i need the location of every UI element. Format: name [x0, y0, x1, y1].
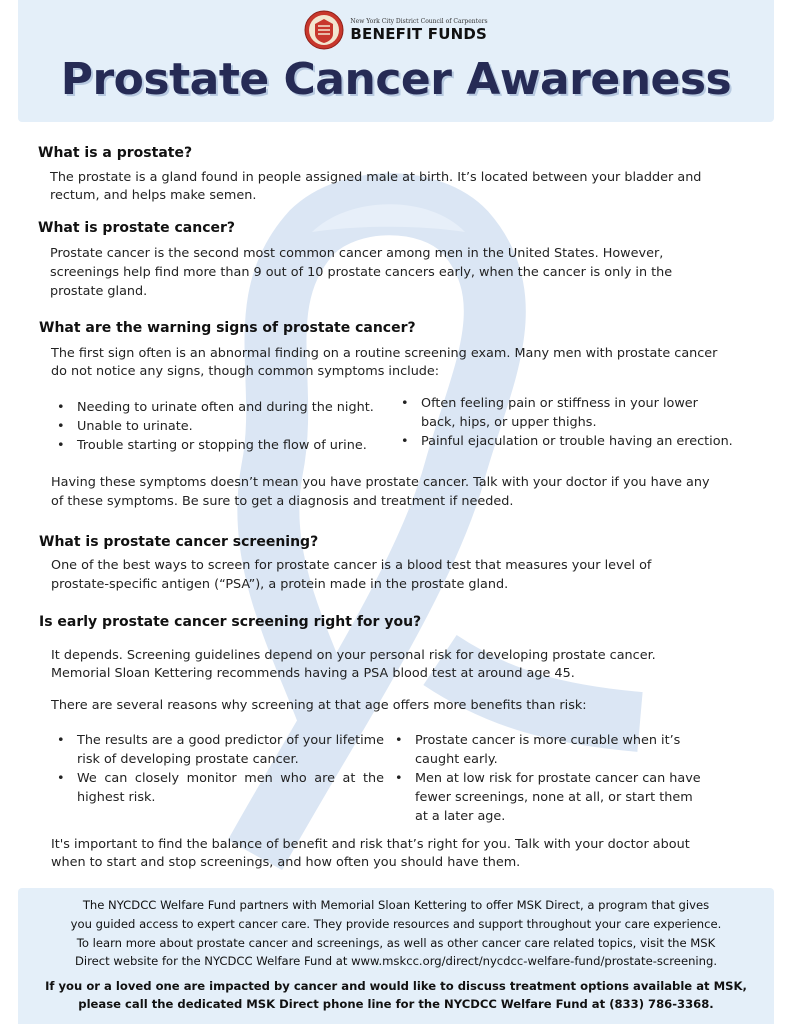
paragraph-line: Having these symptoms doesn’t mean you have prostate cancer. Talk with your doctor if you have any — [51, 475, 710, 490]
footer-line: To learn more about prostate cancer and screenings, as well as other cancer care related topics, visit the MSK — [76, 936, 716, 950]
symptom-list-left — [54, 398, 394, 455]
paragraph-line: prostate-specific antigen (“PSA”), a protein made in the prostate gland. — [51, 577, 509, 592]
heading-warning-signs: What are the warning signs of prostate cancer? — [39, 320, 416, 336]
paragraph-line: screenings help find more than 9 out of 10 prostate cancers early, when the cancer is only in the — [50, 265, 673, 280]
footer-callout-line: please call the dedicated MSK Direct phone line for the NYCDCC Welfare Fund at (833) 786-3368. — [78, 997, 714, 1011]
symptom-list-right — [398, 394, 754, 451]
paragraph-line: of these symptoms. Be sure to get a diagnosis and treatment if needed. — [51, 494, 514, 509]
list-item: • Trouble starting or stopping the flow of urine. — [54, 436, 394, 455]
paragraph-line: There are several reasons why screening at that age offers more benefits than risk: — [51, 698, 587, 713]
footer-line: The NYCDCC Welfare Fund partners with Memorial Sloan Kettering to offer MSK Direct, a program that gives — [82, 898, 710, 912]
footer-callout-line: If you or a loved one are impacted by cancer and would like to discuss treatment options available at MSK, — [45, 979, 747, 993]
footer-panel — [18, 888, 774, 1024]
paragraph-line: It's important to find the balance of benefit and risk that’s right for you. Talk with your doctor about — [51, 837, 690, 852]
paragraph-line: The first sign often is an abnormal finding on a routine screening exam. Many men with prostate cancer — [51, 346, 718, 361]
paragraph-line: do not notice any signs, though common symptoms include: — [51, 364, 440, 379]
footer-line: you guided access to expert cancer care. They provide resources and support throughout your care experience. — [70, 917, 722, 931]
list-item: • We can closely monitor men who are at the highest risk. — [54, 769, 384, 807]
list-item: • Often feeling pain or stiffness in your lower back, hips, or upper thighs. — [398, 394, 708, 432]
paragraph-line: Memorial Sloan Kettering recommends having a PSA blood test at around age 45. — [51, 666, 575, 681]
paragraph-line: when to start and stop screenings, and how often you should have them. — [51, 855, 521, 870]
page-title: Prostate Cancer Awareness — [60, 54, 732, 105]
list-item: • Prostate cancer is more curable when it’s caught early. — [392, 731, 692, 769]
heading-early-screening: Is early prostate cancer screening right for you? — [39, 614, 422, 630]
reasons-list-left — [54, 731, 384, 807]
paragraph-line: One of the best ways to screen for prostate cancer is a blood test that measures your level of — [51, 558, 652, 573]
heading-what-is-prostate-cancer: What is prostate cancer? — [38, 220, 236, 236]
heading-screening: What is prostate cancer screening? — [39, 534, 319, 550]
paragraph-line: Prostate cancer is the second most common cancer among men in the United States. However, — [50, 246, 664, 261]
list-item: • Unable to urinate. — [54, 417, 394, 436]
logo-subtitle: New York City District Council of Carpenters — [350, 17, 488, 25]
list-item: • The results are a good predictor of your lifetime risk of developing prostate cancer. — [54, 731, 384, 769]
list-item: • Men at low risk for prostate cancer can have fewer screenings, none at all, or start them at a later age. — [392, 769, 704, 826]
footer-line: Direct website for the NYCDCC Welfare Fund at www.mskcc.org/direct/nycdcc-welfare-fund/prostate-screening. — [74, 954, 718, 968]
logo-title: BENEFIT FUNDS — [350, 24, 487, 43]
list-item: • Painful ejaculation or trouble having an erection. — [398, 432, 754, 451]
list-item: • Needing to urinate often and during the night. — [54, 398, 394, 417]
reasons-list-right — [392, 731, 712, 826]
paragraph-line: rectum, and helps make semen. — [50, 188, 257, 203]
paragraph-line: prostate gland. — [50, 284, 148, 299]
paragraph-line: The prostate is a gland found in people assigned male at birth. It’s located between your bladder and — [50, 170, 702, 185]
paragraph-line: It depends. Screening guidelines depend on your personal risk for developing prostate cancer. — [51, 648, 656, 663]
heading-what-is-prostate: What is a prostate? — [38, 145, 193, 161]
